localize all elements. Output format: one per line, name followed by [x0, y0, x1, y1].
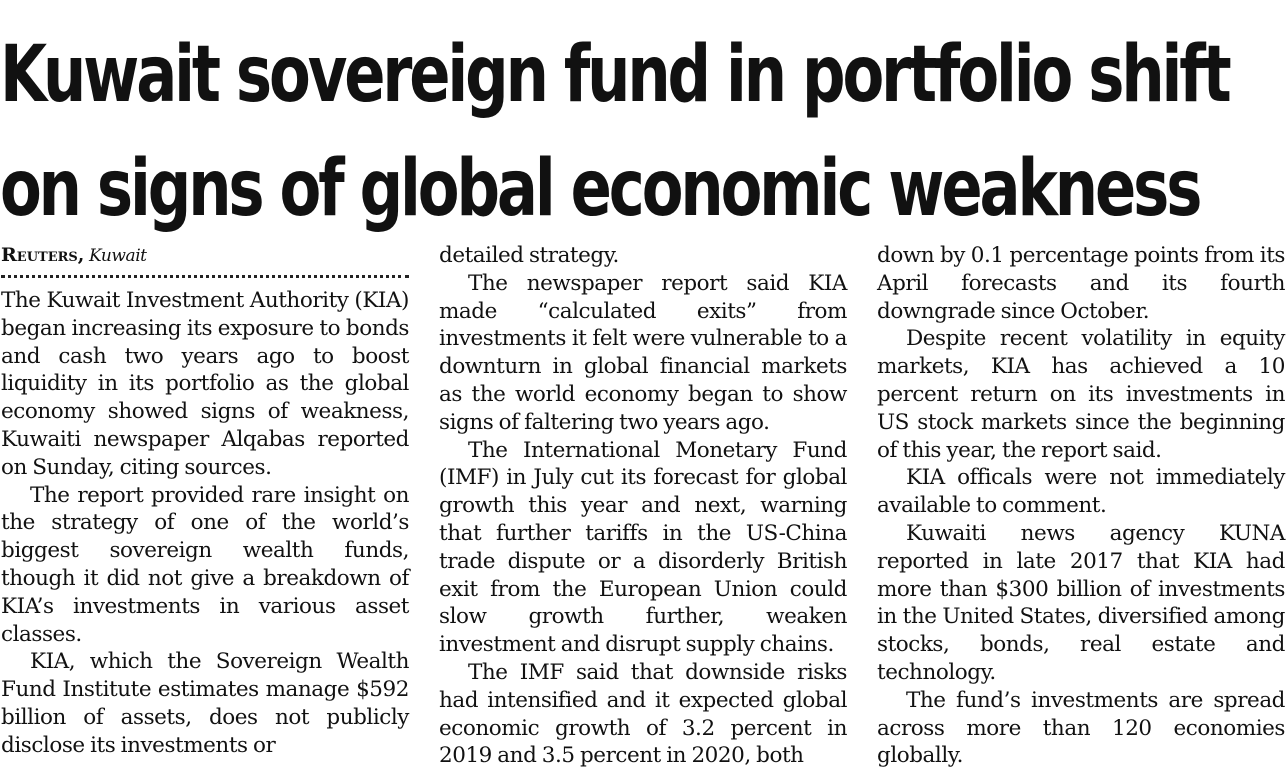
- article-column-2: [439, 242, 847, 770]
- article-paragraph: The report provided rare insight on the strategy of one of the world’s biggest sovereign wealth funds, though it did not give a breakdown of KIA’s investments in various asset classes.: [1, 482, 409, 647]
- article-column-3: [877, 242, 1285, 770]
- article-paragraph: detailed strategy.: [439, 243, 619, 268]
- headline-line-1: Kuwait sovereign fund in portfolio shift: [0, 30, 1229, 120]
- article-paragraph: KIA, which the Sovereign Wealth Fund Institute estimates manage $592 billion of assets, does not publicly disclose its investments or: [1, 649, 409, 758]
- article-paragraph: down by 0.1 percentage points from its April forecasts and its fourth downgrade since October.: [877, 243, 1285, 324]
- article-paragraph: The Kuwait Investment Authority (KIA) began increasing its exposure to bonds and cash two years ago to boost liquidity in its portfolio as the global economy showed signs of weakness, Kuwaiti newspaper Alqabas reported on Sunday, citing sources.: [1, 288, 409, 480]
- article-column-1: [1, 242, 409, 760]
- article-paragraph: The newspaper report said KIA made “calculated exits” from investments it felt were vulnerable to a downturn in global financial markets as the world economy began to show signs of faltering two years ago.: [439, 270, 847, 435]
- byline-agency: Reuters,: [1, 244, 85, 266]
- article-paragraph: Kuwaiti news agency KUNA reported in late 2017 that KIA had more than $300 billion of investments in the United States, diversified among stocks, bonds, real estate and technology.: [877, 520, 1285, 685]
- headline-line-2: on signs of global economic weakness: [0, 144, 1200, 234]
- article-paragraph: Despite recent volatility in equity markets, KIA has achieved a 10 percent return on its investments in US stock markets since the beginning of this year, the report said.: [877, 326, 1285, 463]
- article-paragraph: The International Monetary Fund (IMF) in July cut its forecast for global growth this year and next, warning that further tariffs in the US-China trade dispute or a disorderly British exit from the European Union could slow growth further, weaken investment and disrupt supply chains.: [439, 437, 847, 658]
- article-paragraph: The IMF said that downside risks had intensified and it expected global economic growth of 3.2 percent in 2019 and 3.5 percent in 2020, both: [439, 659, 847, 769]
- byline-location: Kuwait: [89, 246, 147, 266]
- byline-dotted-divider: [1, 275, 409, 278]
- headline: [0, 18, 1229, 246]
- byline: [1, 242, 409, 269]
- article-paragraph: The fund’s investments are spread across more than 120 economies globally.: [877, 687, 1285, 769]
- article-paragraph: KIA officals were not immediately available to comment.: [877, 465, 1285, 519]
